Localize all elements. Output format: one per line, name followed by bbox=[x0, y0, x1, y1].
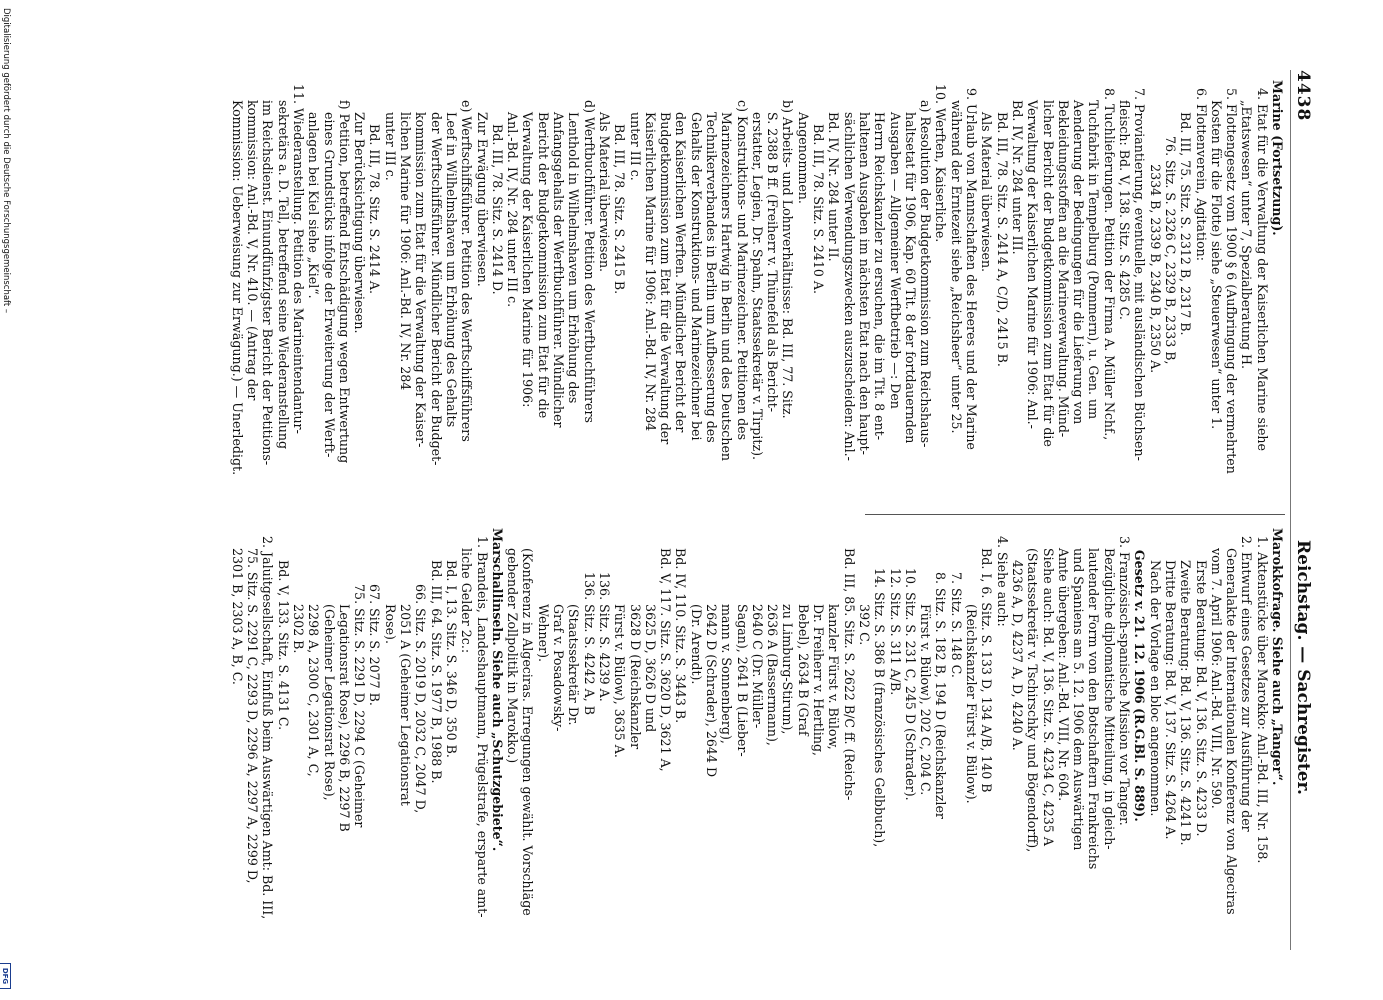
text-line: Fürst v. Bülow), 202 C, 204 C. bbox=[918, 528, 934, 796]
text-line: Anfangsgehalts der Werftbuchführer. Mündlicher bbox=[551, 80, 567, 428]
text-line: Als Material überwiesen. bbox=[979, 80, 995, 273]
text-line: 14. Sitz. S. 386 B (französisches Gelbbuch), bbox=[872, 528, 888, 848]
text-line: 7. Sitz. S. 148 C. bbox=[948, 528, 964, 678]
text-line: 8. Sitz. S. 182 B, 194 D (Reichskanzler bbox=[933, 528, 949, 819]
text-line: Marine (Fortsetzung). bbox=[1270, 80, 1285, 236]
text-line: anlagen bei Kiel siehe „Kiel“. bbox=[306, 80, 322, 299]
text-line: Bd. III, 78. Sitz. S. 2414 D. bbox=[489, 80, 505, 295]
text-line: 4236 A, D, 4237 A, D, 4240 A. bbox=[1009, 528, 1025, 751]
text-line: 136. Sitz. S. 4239 A. bbox=[596, 528, 612, 702]
text-line: Technikerverbandes in Berlin um Aufbesserung des bbox=[704, 80, 720, 443]
text-line: (Geheimer Legationsrat Rose), bbox=[321, 528, 337, 801]
text-line: 1. Brandeis, Landeshauptmann, Prügelstrafe, ersparte amt- bbox=[474, 528, 490, 918]
text-line: sächlichen Verwendungszwecken auszuscheiden: Anl.- bbox=[841, 80, 857, 461]
text-line: 2. Entwurf eines Gesetzes zur Ausführung der bbox=[1239, 528, 1255, 832]
text-line: 136. Sitz. S. 4242 A, B bbox=[581, 528, 597, 716]
text-line: während der Erntezeit siehe „Reichsheer“ unter 25. bbox=[948, 80, 964, 434]
text-line: Herrn Reichskanzler zu ersuchen, die im Tit. 8 ent- bbox=[872, 80, 888, 441]
text-line: e) Werftschiffsführer. Petition des Werftschiffsführers bbox=[459, 80, 475, 442]
text-line: zu Limburg-Stirum), bbox=[780, 528, 796, 735]
text-line: Bericht der Budgetkommission zum Etat für die bbox=[535, 80, 551, 419]
page-number: 4438 bbox=[1293, 70, 1313, 122]
text-line: Siehe auch: Bd. V, 136. Sitz. S. 4234 C, 4235 A bbox=[1040, 528, 1056, 846]
right-column bbox=[230, 528, 1285, 958]
text-line: (Dr. Arendt). bbox=[688, 528, 704, 685]
text-line: Dr. Freiherr v. Hertling, bbox=[811, 528, 827, 757]
text-line: 10. Sitz. S. 231 C, 245 D (Schrader). bbox=[902, 528, 918, 801]
text-line: a) Resolution der Budgetkommission zum Reichshaus- bbox=[918, 80, 934, 448]
text-line: 5. Flottengesetz vom 1900 § 6 (Aufbringung der vermehrten bbox=[1224, 80, 1240, 474]
text-line: Lenthold in Wilhelmshaven um Erhöhung des bbox=[566, 80, 582, 404]
text-line: Bd. III, 75. Sitz. S. 2312 B, 2317 B. bbox=[1178, 80, 1194, 336]
text-line: 66. Sitz. S. 2019 D, 2032 C, 2047 D, bbox=[413, 528, 429, 814]
text-line: Erste Beratung: Bd. V, 136. Sitz. S. 4233 D. bbox=[1193, 528, 1209, 837]
text-line: „Etatswesen“ unter 7, Spezialberatung H. bbox=[1239, 80, 1255, 370]
text-line: 2636 A (Bassermann), bbox=[765, 528, 781, 746]
text-line: 12. Sitz. S. 311 A/B. bbox=[887, 528, 903, 696]
text-line: mann v. Sonnenberg), bbox=[719, 528, 735, 744]
text-line: f) Petition, betreffend Entschädigung wegen Entwertung bbox=[336, 80, 352, 464]
text-line: Amte übergeben: Anl.-Bd. VIII, Nr. 604. bbox=[1055, 528, 1071, 802]
text-line: haltenen Ausgaben im nächsten Etat nach den haupt- bbox=[856, 80, 872, 455]
text-line: 2642 D (Schrader), 2644 D bbox=[704, 528, 720, 778]
text-line: Bd. I, 6. Sitz. S. 133 D, 134 A/B, 140 B bbox=[979, 528, 995, 793]
text-line: Als Material überwiesen. bbox=[596, 80, 612, 273]
text-line: Budgetkommission zum Etat für die Verwaltung der bbox=[658, 80, 674, 445]
footer-credit: Digitalisierung gefördert durch die Deutsche Forschungsgemeinschaft – bbox=[1, 8, 11, 314]
text-line: Anl.-Bd. IV, Nr. 284 unter III c. bbox=[505, 80, 521, 308]
text-line: lautender Form von den Botschaftern Frankreichs bbox=[1086, 528, 1102, 870]
text-line: 4. Etat für die Verwaltung der Kaiserlichen Marine siehe bbox=[1254, 80, 1270, 451]
text-line: Verwaltung der Kaiserlichen Marine für 1906: Anl.- bbox=[1025, 80, 1041, 429]
text-line: Zweite Beratung: Bd. V, 136. Sitz. S. 4241 B. bbox=[1178, 528, 1194, 846]
text-line: b) Arbeits- und Lohnverhältnisse: Bd. III, 77. Sitz. bbox=[780, 80, 796, 419]
text-line: Angenommen. bbox=[795, 80, 811, 204]
text-line: Kaiserlichen Marine für 1906: Anl.-Bd. IV, Nr. 284 bbox=[642, 80, 658, 432]
text-line: Bezügliche diplomatische Mitteilung, in gleich- bbox=[1101, 528, 1117, 850]
text-line: 2302 B. bbox=[291, 528, 306, 654]
left-column bbox=[230, 80, 1285, 510]
text-line: S. 2388 B ff. (Freiherr v. Thünefeld als Bericht- bbox=[765, 80, 781, 413]
dfg-logo: DFG bbox=[0, 963, 11, 989]
text-line: Dritte Beratung: Bd. V, 137. Sitz. S. 4264 A. bbox=[1162, 528, 1178, 840]
text-line: 4. Siehe auch: bbox=[994, 528, 1010, 627]
text-line: Wehner). bbox=[535, 528, 551, 663]
text-line: Gehalts der Konstruktions- und Marinezeichner bei bbox=[688, 80, 704, 441]
text-line: Bd. IV, Nr. 284 unter II. bbox=[826, 80, 842, 262]
text-line: 392 C. bbox=[856, 528, 872, 646]
text-line: Marschallinseln. Siehe auch „Schutzgebiete“. bbox=[489, 528, 505, 852]
text-line: Bd. III, 64. Sitz. S. 1977 B, 1988 B. bbox=[428, 528, 444, 784]
text-line: Zur Berücksichtigung überwiesen. bbox=[352, 80, 368, 334]
text-line: Bd. III, 85. Sitz. S. 2622 B/C ff. (Reichs- bbox=[841, 528, 857, 801]
text-line: im Reichsdienst. Einundfünfzigster Bericht der Petitions- bbox=[260, 80, 276, 466]
text-line: Marinezeichners Hartwig in Berlin und des Deutschen bbox=[719, 80, 735, 462]
column-divider bbox=[865, 514, 1285, 515]
text-line: 76. Sitz. S. 2326 C, 2329 B, 2333 B, bbox=[1162, 80, 1178, 365]
text-line: 2301 B, 2303 A, B, C. bbox=[229, 528, 245, 685]
text-line: haltsetat für 1906, Kap. 60 Tit. 8 der fortdauernden bbox=[902, 80, 918, 444]
text-line: Leef in Wilhelmshaven um Erhöhung des Gehalts bbox=[443, 80, 459, 428]
text-line: Bd. IV, 110. Sitz. S. 3443 B. bbox=[673, 528, 689, 724]
text-line: 75. Sitz. S. 2291 D, 2294 C (Geheimer bbox=[352, 528, 368, 828]
text-line: 2051 A (Geheimer Legationsrat bbox=[398, 528, 414, 806]
text-line: Tuchfabrik in Tempelburg (Pommern), u. Gen. um bbox=[1086, 80, 1102, 420]
text-line: Nach der Vorlage en bloc angenommen. bbox=[1147, 528, 1163, 817]
text-line: Bd. III, 78. Sitz. S. 2415 B. bbox=[612, 80, 628, 295]
running-title: Reichstag. — Sachregister. bbox=[1293, 540, 1313, 795]
page-header bbox=[1283, 0, 1323, 1000]
text-line: 2298 A, 2300 C, 2301 A, C, bbox=[306, 528, 322, 777]
text-line: 2. Jaluitgesellschaft, Einfluß beim Auswärtigen Amt: Bd. III, bbox=[260, 528, 276, 920]
header-rule bbox=[1290, 70, 1291, 950]
text-line: gebender Zollpolitik in Marokko.) bbox=[505, 528, 521, 764]
text-line: (Staatssekretär v. Tschirschky und Bögendorff), bbox=[1025, 528, 1041, 853]
text-line: c) Konstruktions- und Marinezeichner. Petitionen des bbox=[734, 80, 750, 441]
text-line: 8. Tuchlieferungen. Petition der Firma A. Müller Nchf., bbox=[1101, 80, 1117, 441]
text-line: Bd. III, 78. Sitz. S. 2414 A, C/D, 2415 B. bbox=[994, 80, 1010, 367]
text-line: eines Grundstücks infolge der Erweiterung der Werft- bbox=[321, 80, 337, 458]
digitization-footer bbox=[0, 0, 11, 1000]
text-line: Marokkofrage. Siehe auch „Tanger“. bbox=[1270, 528, 1285, 786]
text-line: liche Gelder 2c.: bbox=[459, 528, 475, 654]
text-line: 3. Französisch-spanische Mission vor Tanger. bbox=[1117, 528, 1133, 826]
text-line: 2334 B, 2339 B, 2340 B, 2350 A. bbox=[1147, 80, 1163, 374]
text-line: Aenderung der Bedingungen für die Lieferung von bbox=[1071, 80, 1087, 425]
text-line: (Staatssekretär Dr. bbox=[566, 528, 582, 726]
text-line: 1. Aktenstücke über Marokko: Anl.-Bd. III, Nr. 158. bbox=[1254, 528, 1270, 864]
text-line: Zur Erwägung überwiesen. bbox=[474, 80, 490, 287]
text-line: 11. Wiederanstellung. Petition des Marineintendantur- bbox=[291, 80, 306, 434]
text-line: Bd. III, 78. Sitz. S. 2414 A. bbox=[367, 80, 383, 295]
text-line: 7. Proviantierung, eventuelle, mit ausländischen Büchsen- bbox=[1132, 80, 1148, 461]
text-line: Bd. I, 13. Sitz. S. 346 D, 350 B. bbox=[443, 528, 459, 758]
text-line: Fürst v. Bülow), 3635 A. bbox=[612, 528, 628, 758]
text-line: der Werftschiffsführer. Mündlicher Bericht der Budget- bbox=[428, 80, 444, 466]
text-line: 67. Sitz. S. 2077 B. bbox=[367, 528, 383, 706]
text-line: Legationsrat Rose), 2296 B, 2297 B bbox=[336, 528, 352, 832]
text-line: Generalakte der Internationalen Konferenz von Algeciras bbox=[1224, 528, 1240, 915]
text-line: Kosten für die Flotte) siehe „Steuerwesen“ unter 1. bbox=[1208, 80, 1224, 430]
text-line: Bebel), 2634 B (Graf bbox=[795, 528, 811, 736]
text-line: Bd. III, 78. Sitz. S. 2410 A. bbox=[811, 80, 827, 295]
text-line: 2640 C (Dr. Müller- bbox=[749, 528, 765, 729]
text-line: kommission: Anl.-Bd. V, Nr. 410. — (Antrag der bbox=[245, 80, 261, 401]
text-line: licher Bericht der Budgetkommission zum Etat für die bbox=[1040, 80, 1056, 447]
text-line: Bd. V, 133. Sitz. S. 4131 C. bbox=[275, 528, 291, 731]
text-line: kommission zum Etat für die Verwaltung der Kaiser- bbox=[413, 80, 429, 448]
text-line: unter III c. bbox=[627, 80, 643, 181]
text-line: (Konferenz in Algeciras. Erregungen gewählt. Vorschläge bbox=[520, 528, 536, 916]
text-line: 9. Urlaub von Mannschaften des Heeres und der Marine bbox=[964, 80, 980, 450]
text-line: unter III c. bbox=[382, 80, 398, 181]
text-line: Rose). bbox=[382, 528, 398, 644]
text-line: Bd. IV, Nr. 284 unter III. bbox=[1009, 80, 1025, 255]
text-line: d) Werftbuchführer. Petition des Werftbuchführers bbox=[581, 80, 597, 423]
text-line: (Reichskanzler Fürst v. Bülow). bbox=[964, 528, 980, 804]
text-line: den Kaiserlichen Werften. Mündlicher Bericht der bbox=[673, 80, 689, 433]
text-line: Bekleidungsstoffen an die Marineverwaltung. Münd- bbox=[1055, 80, 1071, 438]
text-line: Sagan), 2641 B (Lieber- bbox=[734, 528, 750, 757]
text-line: kanzler Fürst v. Bülow, bbox=[826, 528, 842, 750]
text-line: 75. Sitz. S. 2291 C, 2293 D, 2296 A, 2297 A, 2299 D, bbox=[245, 528, 261, 884]
text-line: Bd. V, 117. Sitz. S. 3620 D, 3621 A, bbox=[658, 528, 674, 772]
text-line: 6. Flottenverein, Agitation: bbox=[1193, 80, 1209, 262]
text-line: Gesetz v. 21. 12. 1906 (R.G.Bl. S. 889). bbox=[1132, 528, 1148, 822]
text-line: sekretärs a. D. Tell, betreffend seine Wiederanstellung bbox=[275, 80, 291, 450]
text-line: 10. Werften, Kaiserliche. bbox=[933, 80, 949, 243]
text-line: 3628 D (Reichskanzler bbox=[627, 528, 643, 750]
text-line: Ausgaben — Allgemeiner Werftbetrieb —: Den bbox=[887, 80, 903, 409]
text-line: 3625 D, 3626 D und bbox=[642, 528, 658, 733]
text-line: lichen Marine für 1906: Anl.-Bd. IV, Nr. 284 bbox=[398, 80, 414, 391]
text-line: Graf v. Posadowsky- bbox=[551, 528, 567, 732]
text-line: vom 7. April 1906: Anl.-Bd. VIII, Nr. 590. bbox=[1208, 528, 1224, 809]
text-line: und Spaniens am 5. 12. 1906 dem Auswärtigen bbox=[1071, 528, 1087, 851]
text-line: fleisch: Bd. V, 138. Sitz. S. 4285 C. bbox=[1117, 80, 1133, 320]
text-line: erstatter, Legien, Dr. Spahn, Staatssekretär v. Tirpitz). bbox=[749, 80, 765, 461]
text-line: Verwaltung der Kaiserlichen Marine für 1906: bbox=[520, 80, 536, 408]
text-line: Kommission: Ueberweisung zur Erwägung.) — Unerledigt. bbox=[229, 80, 245, 476]
